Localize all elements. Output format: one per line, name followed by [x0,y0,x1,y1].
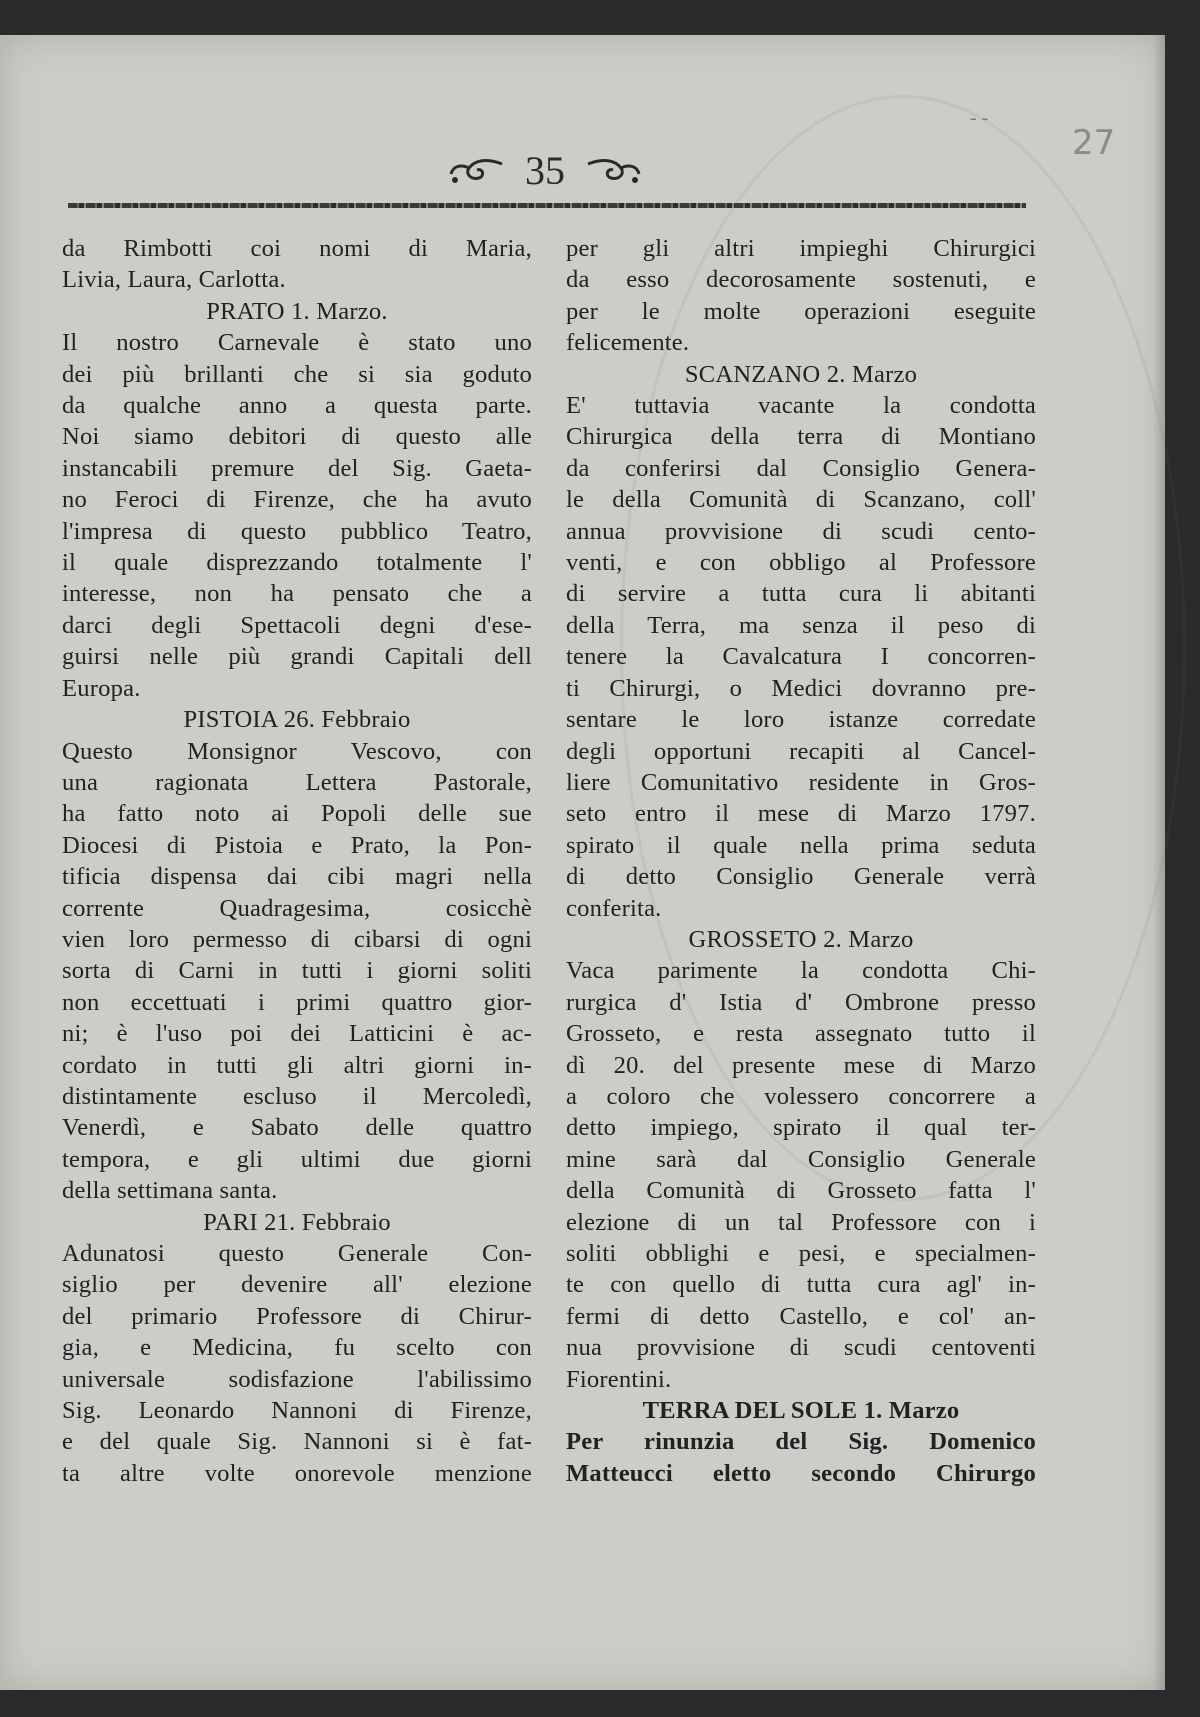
text-line: instancabili premure del Sig. Gaeta- [62,454,532,482]
text-line: ni; è l'uso poi dei Latticini è ac- [62,1020,532,1048]
text-line: felicemente. [566,329,690,357]
text-line: corrente Quadragesima, cosicchè [62,894,532,922]
text-line: mine sarà dal Consiglio Generale [566,1145,1036,1173]
text-line: Il nostro Carnevale è stato uno [62,329,532,357]
text-line: universale sodisfazione l'abilissimo [62,1365,532,1393]
text-line: Noi siamo debitori di questo alle [62,423,532,451]
text-line: cordato in tutti gli altri giorni in- [62,1051,532,1079]
dateline-heading: GROSSETO 2. Marzo [688,925,914,953]
text-line: della settimana santa. [62,1177,278,1205]
dateline-heading: TERRA DEL SOLE 1. Marzo [642,1397,960,1425]
text-line: Adunatosi questo Generale Con- [62,1240,532,1267]
left-ornament-icon [447,156,507,186]
text-line: darci degli Spettacoli degni d'ese- [62,611,532,639]
dateline-heading: PISTOIA 26. Febbraio [183,706,411,734]
text-line: del primario Professore di Chirur- [62,1302,532,1330]
text-line: e del quale Sig. Nannoni si è fat- [62,1428,532,1456]
text-line: tificia dispensa dai cibi magri nella [62,863,532,891]
text-line: da esso decorosamente sostenuti, e [566,266,1036,294]
text-line: da conferirsi dal Consiglio Genera- [566,454,1036,482]
text-line: di servire a tutta cura li abitanti [566,580,1036,608]
text-line: da qualche anno a questa parte. [62,392,532,420]
text-line: per gli altri impieghi Chirurgici [566,235,1036,262]
text-line: Chirurgica della terra di Montiano [566,423,1036,451]
text-line: annua provvisione di scudi cento- [566,517,1036,545]
text-line: guirsi nelle più grandi Capitali dell [62,643,532,671]
text-line: nua provvisione di scudi centoventi [566,1334,1036,1362]
text-line: Diocesi di Pistoia e Prato, la Pon- [62,831,532,859]
text-line: ti Chirurgi, o Medici dovranno pre- [566,674,1036,702]
text-line: venti, e con obbligo al Professore [566,549,1036,577]
text-line: liere Comunitativo residente in Gros- [566,768,1036,796]
text-line: Grosseto, e resta assegnato tutto il [566,1020,1036,1048]
text-line: soliti obblighi e pesi, e specialmen- [566,1240,1036,1267]
right-column [566,233,1036,1489]
text-line: non eccettuati i primi quattro gior- [62,988,532,1016]
text-line: detto impiego, spirato il qual ter- [566,1114,1036,1142]
text-line: Vaca parimente la condotta Chi- [566,957,1036,985]
text-line: di detto Consiglio Generale verrà [566,863,1036,891]
text-line: dei più brillanti che si sia goduto [62,360,532,388]
text-line: te con quello di tutta cura agl' in- [566,1271,1036,1299]
text-line: Europa. [62,674,141,702]
text-line: E' tuttavia vacante la condotta [566,392,1036,420]
text-line: della Comunità di Grosseto fatta l' [566,1177,1036,1205]
left-column [62,233,532,1489]
text-line: da Rimbotti coi nomi di Maria, [62,235,532,262]
text-line: no Feroci di Firenze, che ha avuto [62,486,532,514]
text-line: fermi di detto Castello, e col' an- [566,1302,1036,1330]
text-line: seto entro il mese di Marzo 1797. [566,800,1036,828]
text-line: Questo Monsignor Vescovo, con [62,737,532,765]
page-number: 35 [525,148,565,193]
text-line: Per rinunzia del Sig. Domenico [566,1428,1036,1456]
text-line: rurgica d' Istia d' Ombrone presso [566,988,1036,1016]
text-line: per le molte operazioni eseguite [566,297,1036,325]
margin-dash: - - [970,107,989,129]
header-rule [68,203,1026,208]
newspaper-page [0,35,1165,1690]
text-line: il quale disprezzando totalmente l' [62,549,532,577]
text-line: spirato il quale nella prima seduta [566,831,1036,859]
text-line: tempora, e gli ultimi due giorni [62,1145,532,1173]
text-line: elezione di un tal Professore con i [566,1208,1036,1236]
text-line: sentare le loro istanze corredate [566,706,1036,734]
text-line: le della Comunità di Scanzano, coll' [566,486,1036,514]
text-line: conferita. [566,894,662,922]
text-line: tenere la Cavalcatura I concorren- [566,643,1036,671]
text-line: dì 20. del presente mese di Marzo [566,1051,1036,1079]
dateline-heading: SCANZANO 2. Marzo [684,360,918,388]
text-line: della Terra, ma senza il peso di [566,611,1036,639]
text-line: siglio per devenire all' elezione [62,1271,532,1299]
text-line: Fiorentini. [566,1365,672,1393]
dateline-heading: PARI 21. Febbraio [203,1208,391,1236]
text-line: gia, e Medicina, fu scelto con [62,1334,532,1362]
text-line: l'impresa di questo pubblico Teatro, [62,517,532,545]
text-line: ha fatto noto ai Popoli delle sue [62,800,532,828]
dateline-heading: PRATO 1. Marzo. [206,297,388,325]
text-line: a coloro che volessero concorrere a [566,1082,1036,1110]
text-line: vien loro permesso di cibarsi di ogni [62,925,532,953]
text-line: Sig. Leonardo Nannoni di Firenze, [62,1397,532,1425]
text-line: interesse, non ha pensato che a [62,580,532,608]
text-line: distintamente escluso il Mercoledì, [62,1082,532,1110]
right-ornament-icon [583,156,643,186]
handwritten-folio-number: 27 [1072,123,1116,163]
text-line: Matteucci eletto secondo Chirurgo [566,1459,1036,1487]
text-line: ta altre volte onorevole menzione [62,1459,532,1487]
text-line: degli opportuni recapiti al Cancel- [566,737,1036,765]
text-line: una ragionata Lettera Pastorale, [62,768,532,796]
text-line: sorta di Carni in tutti i giorni soliti [62,957,532,985]
text-line: Livia, Laura, Carlotta. [62,266,286,294]
page-header [60,147,1030,207]
text-line: Venerdì, e Sabato delle quattro [62,1114,532,1142]
